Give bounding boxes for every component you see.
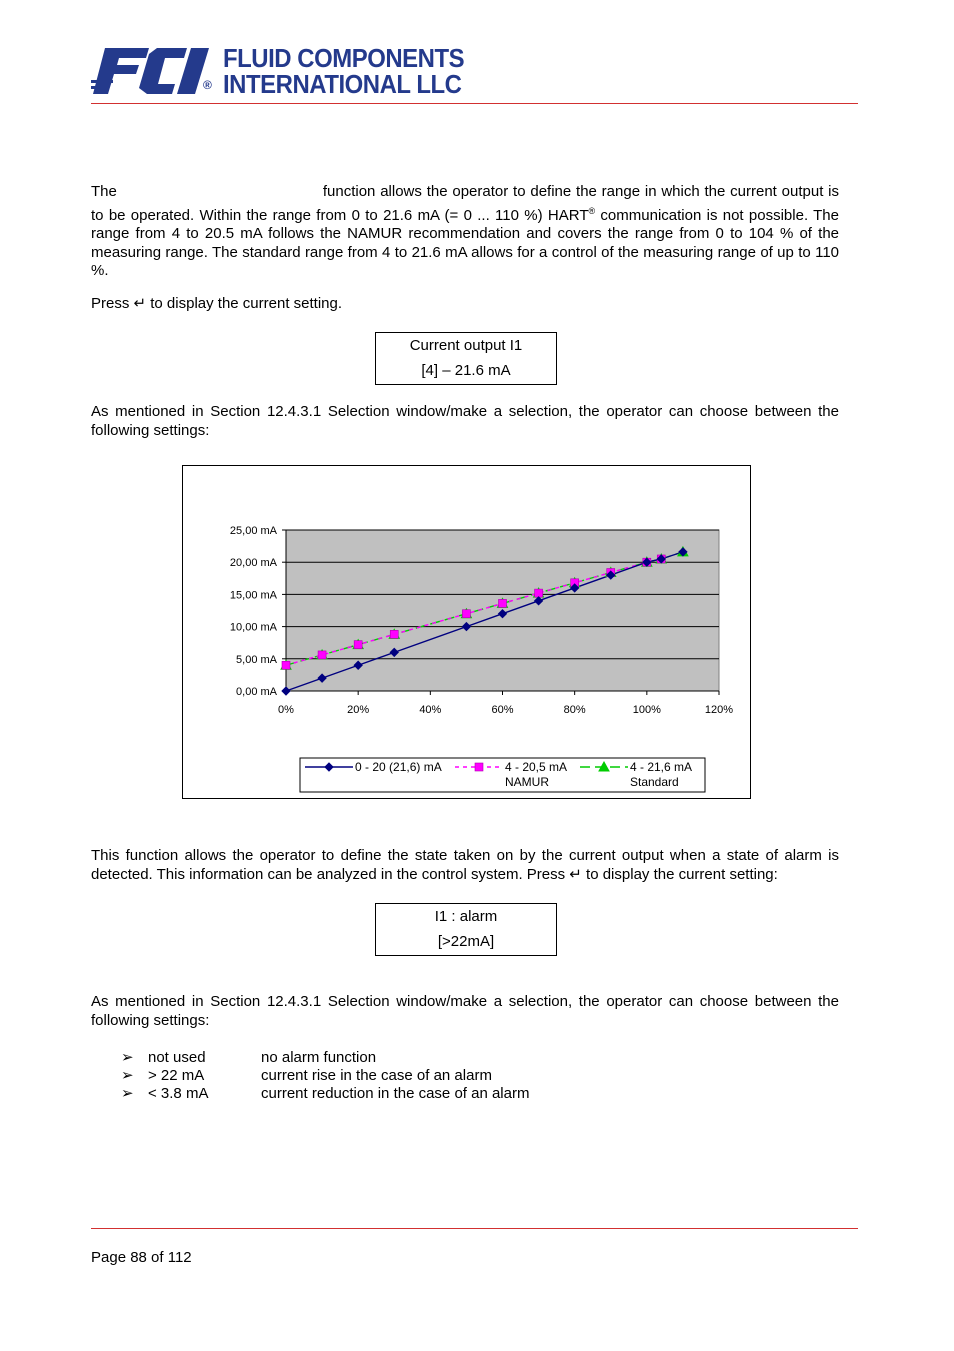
intro-paragraph	[91, 183, 839, 281]
current-output-chart	[183, 466, 750, 798]
registered-mark: ®	[203, 78, 212, 92]
x-tick-label: 100%	[632, 704, 661, 716]
chart-frame	[182, 465, 751, 799]
y-tick-label: 10,00 mA	[229, 621, 277, 634]
data-point	[535, 589, 543, 597]
x-tick-label: 20%	[347, 704, 370, 716]
display-line-2: [4] – 21.6 mA	[421, 362, 511, 379]
option-description: no alarm function	[261, 1049, 377, 1066]
x-tick-label: 60%	[491, 704, 514, 716]
legend-label: 4 - 21,6 mA	[630, 760, 693, 774]
alarm-settings-intro: As mentioned in Section 12.4.3.1 Selection window/make a selection, the operator can choose between the following settings:	[91, 993, 839, 1029]
data-point	[282, 661, 290, 669]
y-tick-label: 5,00 mA	[236, 653, 277, 666]
option-label: < 3.8 mA	[148, 1085, 209, 1102]
data-point	[354, 641, 362, 649]
display-box-current-output	[375, 332, 557, 385]
company-name-line1: FLUID COMPONENTS	[223, 43, 465, 73]
display-line-2: [>22mA]	[437, 933, 495, 950]
header-rule	[91, 103, 858, 104]
x-tick-label: 40%	[419, 704, 442, 716]
press-instruction: Press ↵ to display the current setting.	[91, 295, 343, 312]
option-label: not used	[148, 1049, 206, 1066]
y-tick-label: 25,00 mA	[229, 525, 277, 537]
bullet-arrow-icon: ➢	[121, 1085, 134, 1102]
legend-marker	[475, 763, 483, 771]
x-tick-label: 120%	[704, 704, 734, 716]
settings-intro: As mentioned in Section 12.4.3.1 Selection window/make a selection, the operator can choose between the following settings:	[91, 403, 839, 439]
legend-label: 0 - 20 (21,6) mA	[355, 760, 442, 774]
option-label: > 22 mA	[148, 1067, 205, 1084]
display-box-alarm	[375, 903, 557, 956]
x-tick-label: 80%	[563, 704, 586, 716]
display-line-1: I1 : alarm	[434, 908, 498, 925]
y-tick-label: 0,00 mA	[236, 686, 277, 698]
option-description: current rise in the case of an alarm	[261, 1067, 492, 1084]
data-point	[462, 610, 470, 618]
fci-logo-mark	[91, 44, 215, 96]
option-description: current reduction in the case of an alarm	[261, 1085, 530, 1102]
display-line-1: Current output I1	[409, 337, 523, 354]
legend-sublabel: Standard	[630, 775, 679, 789]
page-number: Page 88 of 112	[91, 1249, 192, 1266]
footer-rule	[91, 1228, 858, 1229]
legend-label: 4 - 20,5 mA	[505, 760, 568, 774]
y-tick-label: 15,00 mA	[229, 589, 277, 602]
intro-tail: communication is not possible. The range from 4 to 20.5 mA follows the NAMUR recommendation and covers the range from 0 to 104 % of the measuring range. The standard range from 4 to 21.6 mA allows for a control of the measuring range of up to 110 %.	[91, 206, 839, 280]
x-tick-label: 0%	[278, 704, 294, 716]
legend-sublabel: NAMUR	[505, 775, 549, 789]
registered-sup: ®	[588, 205, 596, 216]
y-tick-label: 20,00 mA	[229, 557, 277, 570]
data-point	[390, 630, 398, 638]
bullet-arrow-icon: ➢	[121, 1067, 134, 1084]
intro-lead: The	[91, 183, 117, 200]
data-point	[499, 599, 507, 607]
intro-body: function allows the operator to define the range in which the current output is to be operated. Within the range from 0 to 21.6 mA (= 0 ... 110 %) HART	[91, 183, 839, 224]
data-point	[318, 651, 326, 659]
alarm-paragraph: This function allows the operator to define the state taken on by the current output when a state of alarm is detected. This information can be analyzed in the control system. Press ↵ to display the current setting:	[91, 847, 839, 883]
company-name-line2: INTERNATIONAL LLC	[223, 69, 462, 99]
bullet-arrow-icon: ➢	[121, 1049, 134, 1066]
